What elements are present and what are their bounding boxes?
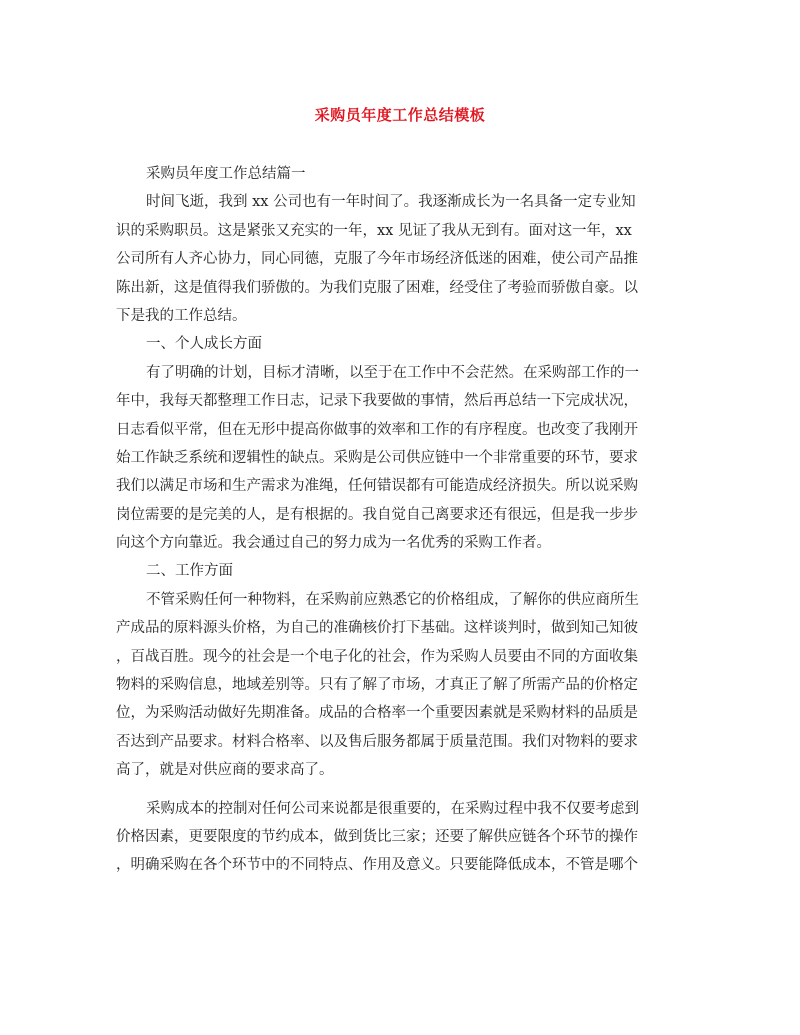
- text-line: 陈出新，这是值得我们骄傲的。为我们克服了困难，经受住了考验而骄傲自豪。以: [116, 279, 638, 296]
- text-line: 岗位需要的是完美的人，是有根据的。我自觉自己离要求还有很远，但是我一步步: [116, 506, 638, 523]
- text-line: 公司所有人齐心协力，同心同德，克服了今年市场经济低迷的困难，使公司产品推: [116, 251, 638, 268]
- text-line: 采购成本的控制对任何公司来说都是很重要的，在采购过程中我不仅要考虑到: [146, 800, 639, 817]
- text-line: 始工作缺乏系统和逻辑性的缺点。采购是公司供应链中一个非常重要的环节，要求: [116, 449, 638, 466]
- text-line: 二、工作方面: [146, 563, 233, 580]
- text-line: 价格因素，更要限度的节约成本，做到货比三家；还要了解供应链各个环节的操作: [116, 828, 638, 845]
- paragraph-gap: [116, 785, 688, 795]
- document-title: 采购员年度工作总结模板: [314, 106, 486, 124]
- text-line: ，明确采购在各个环节中的不同特点、作用及意义。只要能降低成本，不管是哪个: [116, 857, 638, 874]
- text-line: 我们以满足市场和生产需求为准绳，任何错误都有可能造成经济损失。所以说采购: [116, 478, 638, 495]
- text-line: 下是我的工作总结。: [116, 307, 247, 324]
- text-line: 向这个方向靠近。我会通过自己的努力成为一名优秀的采购工作者。: [116, 535, 551, 552]
- text-line: 物料的采购信息，地域差别等。只有了解了市场，才真正了解了所需产品的价格定: [116, 677, 638, 694]
- document-body: [116, 160, 688, 880]
- text-line: 日志看似平常，但在无形中提高你做事的效率和工作的有序程度。也改变了我刚开: [116, 421, 638, 438]
- text-line: 产成品的原料源头价格，为自己的准确核价打下基础。这样谈判时，做到知己知彼: [116, 620, 638, 637]
- text-line: 不管采购任何一种物料，在采购前应熟悉它的价格组成，了解你的供应商所生: [146, 591, 639, 608]
- text-line: ，百战百胜。现今的社会是一个电子化的社会，作为采购人员要由不同的方面收集: [116, 648, 638, 665]
- text-line: 一、个人成长方面: [146, 336, 262, 353]
- text-line: 有了明确的计划，目标才清晰，以至于在工作中不会茫然。在采购部工作的一: [146, 364, 639, 381]
- text-line: 高了，就是对供应商的要求高了。: [116, 762, 334, 779]
- text-line: 识的采购职员。这是紧张又充实的一年，xx 见证了我从无到有。面对这一年，xx: [116, 222, 632, 239]
- text-line: 否达到产品要求。材料合格率、以及售后服务都属于质量范围。我们对物料的要求: [116, 733, 638, 750]
- text-line: 时间飞逝，我到 xx 公司也有一年时间了。我逐渐成长为一名具备一定专业知: [146, 194, 636, 211]
- text-line: 位，为采购活动做好先期准备。成品的合格率一个重要因素就是采购材料的品质是: [116, 705, 638, 722]
- text-line: 采购员年度工作总结篇一: [146, 166, 306, 182]
- text-line: 年中，我每天都整理工作日志，记录下我要做的事情，然后再总结一下完成状况，: [116, 393, 638, 410]
